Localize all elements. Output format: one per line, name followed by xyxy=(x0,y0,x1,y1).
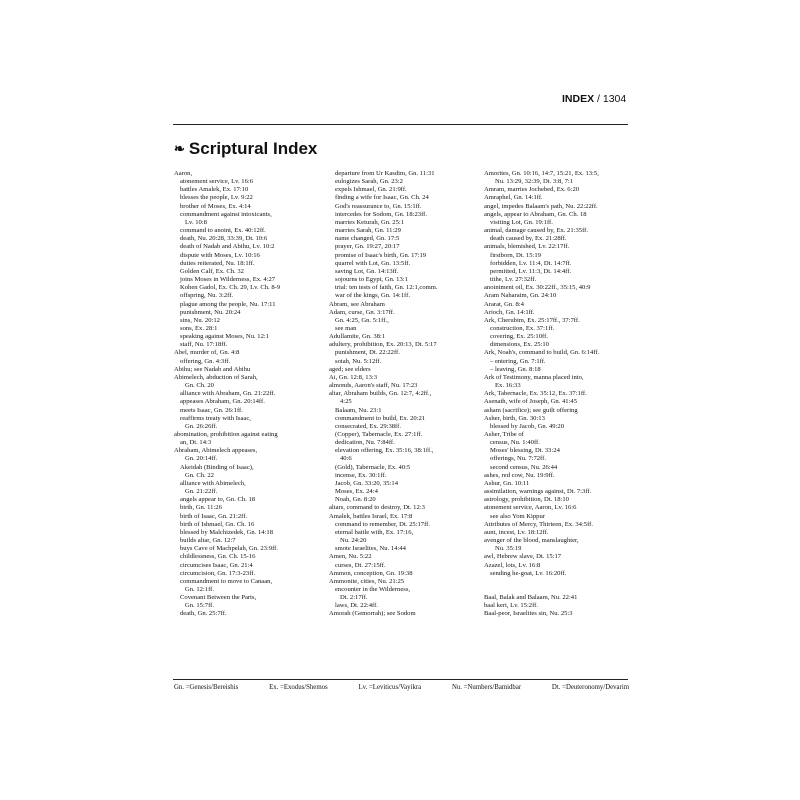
index-entry: eternal battle with, Ex. 17:16, xyxy=(335,528,414,536)
index-entry: altars, command to destroy, Dt. 12:3 xyxy=(329,504,425,512)
index-entry: – leaving, Gn. 8:18 xyxy=(490,365,541,373)
index-entry: Ark, Cherubim, Ex. 25:17ff., 37:7ff. xyxy=(484,316,580,324)
index-entry: assimilation, warnings against, Dt. 7:3ff. xyxy=(484,488,592,496)
index-entry: angel, impedes Balaam's path, Nu. 22:22ff. xyxy=(484,202,598,210)
index-entry: Nu. 13:29, 32:39, Dt. 3:8, 7:1 xyxy=(495,178,574,186)
index-entry: Amalek, battles Israel, Ex. 17:8 xyxy=(329,512,413,520)
index-entry: atonement service, Lv. 16:6 xyxy=(180,178,253,186)
abbrev-leviticus: Lv. =Leviticus/Vayikra xyxy=(358,684,422,691)
running-head xyxy=(562,93,626,105)
index-entry: alliance with Abraham, Gn. 21:22ff. xyxy=(180,390,276,398)
index-entry: Lv. 10:8 xyxy=(185,218,207,226)
index-entry xyxy=(484,586,630,594)
index-entry: Gn. 15:7ff. xyxy=(185,602,214,610)
index-entry: death of Nadab and Abihu, Lv. 10:2 xyxy=(180,243,275,251)
index-entry: encounter in the Wilderness, xyxy=(335,585,411,593)
index-entry: builds altar, Gn. 12:7 xyxy=(180,537,236,545)
index-entry: Amorites, Gn. 10:16, 14:7, 15:21, Ex. 13:5, xyxy=(484,170,599,177)
index-entry: laws, Dt. 22:4ff. xyxy=(335,602,378,610)
index-columns xyxy=(174,170,630,670)
index-entry: offering, Gn. 4:3ff. xyxy=(180,357,231,365)
index-entry: appeases Abraham, Gn. 20:14ff. xyxy=(180,398,265,406)
index-entry: tithe, Lv. 27:32ff. xyxy=(490,276,537,284)
index-entry: duties reiterated, Nu. 18:1ff. xyxy=(180,259,255,267)
index-entry: staff, Nu. 17:18ff. xyxy=(180,341,228,349)
index-entry: Abram, see Abraham xyxy=(329,300,385,308)
index-entry: death caused by, Ex. 21:28ff. xyxy=(490,235,567,243)
index-entry: aunt, incest, Lv. 18:12ff. xyxy=(484,528,549,536)
index-entry: alliance with Abimelech, xyxy=(180,479,246,487)
index-entry: sotah, Nu. 5:12ff. xyxy=(335,357,382,365)
index-entry: God's reassurance to, Gn. 15:1ff. xyxy=(335,202,422,210)
abbrev-deuteronomy: Dt. =Deuteronomy/Devarim xyxy=(551,684,629,691)
index-entry: altar, Abraham builds, Gn. 12:7, 4:2ff., xyxy=(329,390,432,398)
index-entry: Abraham, Abimelech appeases, xyxy=(174,447,258,455)
abbrev-genesis: Gn. =Genesis/Bereishis xyxy=(174,684,239,691)
index-entry: command to anoint, Ex. 40:12ff. xyxy=(180,227,266,235)
index-entry: punishment, Nu. 20:24 xyxy=(180,308,241,316)
index-entry: Balaam, Nu. 23:1 xyxy=(335,406,382,414)
index-entry: anointment oil, Ex. 30:22ff., 35:15, 40:9 xyxy=(484,284,591,292)
index-entry: curses, Dt. 27:15ff. xyxy=(335,561,386,569)
index-entry: – entering, Gn. 7:1ff. xyxy=(490,357,546,365)
index-entry: Gn. Ch. 20 xyxy=(185,382,214,390)
index-entry: Nu. 24:20 xyxy=(340,537,367,545)
index-entry: 40:6 xyxy=(340,455,352,463)
index-entry: Asenath, wife of Joseph, Gn. 41:45 xyxy=(484,398,578,406)
index-entry: Noah, Gn. 8:20 xyxy=(335,496,376,504)
index-entry: consecrated, Ex. 29:38ff. xyxy=(335,422,401,430)
index-entry: animals, blemished, Lv. 22:17ff. xyxy=(484,243,570,251)
index-entry: angels appear to, Gn. Ch. 18 xyxy=(180,496,256,504)
index-entry: Adam, curse, Gn. 3:17ff. xyxy=(329,308,395,316)
bottom-rule xyxy=(173,679,628,680)
index-entry: visiting Lot, Gn. 19:1ff. xyxy=(490,218,553,226)
index-entry: offspring, Nu. 3:2ff. xyxy=(180,292,234,300)
index-entry: Kohen Gadol, Ex. Ch. 29, Lv. Ch. 8-9 xyxy=(180,284,281,292)
index-entry: angels, appear to Abraham, Gn. Ch. 18 xyxy=(484,210,587,218)
index-entry: Ararat, Gn. 8:4 xyxy=(484,300,524,308)
index-entry: Amen, Nu. 5:22 xyxy=(329,553,372,561)
index-entry: sending he-goat, Lv. 16:20ff. xyxy=(490,569,567,577)
index-entry: construction, Ex. 37:1ff. xyxy=(490,324,555,332)
index-entry: Abihu; see Nadab and Abihu xyxy=(174,365,251,373)
index-entry: blesses the people, Lv. 9:22 xyxy=(180,194,253,202)
index-entry: blessed by Malchizedek, Gn. 14:18 xyxy=(180,528,274,536)
top-rule xyxy=(173,124,628,125)
index-entry: brother of Moses, Ex. 4:14 xyxy=(180,202,251,210)
index-entry: Gn. 26:26ff. xyxy=(185,422,218,430)
index-entry: death, Gn. 25:7ff. xyxy=(180,610,227,618)
index-entry: Golden Calf, Ex. Ch. 32 xyxy=(180,267,244,275)
index-entry: census, Nu. 1:40ff. xyxy=(490,439,540,447)
running-head-label: INDEX xyxy=(562,93,595,105)
index-entry: war of the kings, Gn. 14:1ff. xyxy=(335,292,410,300)
index-entry: Ashur, Gn. 10:11 xyxy=(484,479,530,487)
index-entry: prayer, Gn. 19:27, 20:17 xyxy=(335,243,400,251)
index-entry: baal keri, Lv. 15:2ff. xyxy=(484,601,539,609)
index-entry: Dt. 2:17ff. xyxy=(340,594,368,602)
index-entry: permitted, Lv. 11:3, Dt. 14:4ff. xyxy=(490,267,572,275)
index-entry: Asher, birth, Gn. 30:13 xyxy=(484,414,545,422)
index-entry: birth, Gn. 11:26 xyxy=(180,504,222,512)
index-entry: commandment against intoxicants, xyxy=(180,210,272,218)
index-entry: forbidden, Lv. 11:4, Dt. 14:7ff. xyxy=(490,259,572,267)
index-entry: sojourns to Egypt, Gn. 13:1 xyxy=(335,276,408,284)
index-entry: Baal-peor, Israelites sin, Nu. 25:3 xyxy=(484,610,573,618)
index-entry: quarrel with Lot, Gn. 13:5ff. xyxy=(335,259,411,267)
index-entry: Ark of Testimony, manna placed into, xyxy=(484,373,584,381)
index-entry: see man xyxy=(335,324,357,332)
index-entry: death, Nu. 20:28, 33:39, Dt. 10:6 xyxy=(180,235,268,243)
index-entry: speaking against Moses, Nu. 12:1 xyxy=(180,333,270,341)
index-entry: childlessness, Gn. Ch. 15-16 xyxy=(180,553,256,561)
index-entry: Adullamite, Gn. 38:1 xyxy=(329,333,386,341)
index-entry: saving Lot, Gn. 14:13ff. xyxy=(335,267,399,275)
index-entry: Amraphel, Gn. 14:1ff. xyxy=(484,194,543,202)
index-entry: name changed, Gn. 17:5 xyxy=(335,235,400,243)
index-entry: see also Yom Kippur xyxy=(490,512,545,520)
page-number: 1304 xyxy=(602,93,627,105)
index-entry: commandment to move to Canaan, xyxy=(180,577,273,585)
index-column-3 xyxy=(484,170,630,670)
index-entry: Gn. 12:1ff. xyxy=(185,585,214,593)
index-entry: meets Isaac, Gn. 26:1ff. xyxy=(180,406,243,414)
index-entry: smote Israelites, Nu. 14:44 xyxy=(335,545,406,553)
index-entry: commandment to build, Ex. 20:21 xyxy=(335,414,426,422)
index-entry: Ex. 16:33 xyxy=(495,382,521,390)
index-entry: abomination, prohibition against eating xyxy=(174,431,278,438)
index-entry: avenger of the blood, manslaughter, xyxy=(484,537,579,545)
index-entry: eulogizes Sarah, Gn. 23:2 xyxy=(335,178,403,186)
index-entry: incense, Ex. 30:1ff. xyxy=(335,471,387,479)
index-entry: Gn. Ch. 22 xyxy=(185,471,214,479)
index-entry: Abimelech, abduction of Sarah, xyxy=(174,373,258,381)
index-entry: Gn. 20:14ff. xyxy=(185,455,218,463)
index-entry: offerings, Nu. 7:72ff. xyxy=(490,455,546,463)
abbreviation-key xyxy=(174,684,629,691)
page-title-text: Scriptural Index xyxy=(188,139,318,158)
index-entry: expels Ishmael, Gn. 21:9ff. xyxy=(335,186,407,194)
index-column-1 xyxy=(174,170,320,670)
index-entry: sons, Ex. 28:1 xyxy=(180,324,218,332)
index-entry: marries Sarah, Gn. 11:29 xyxy=(335,227,401,235)
index-entry: promise of Isaac's birth, Gn. 17:19 xyxy=(335,251,427,259)
abbrev-exodus: Ex. =Exodus/Shemos xyxy=(269,684,328,691)
index-entry: Ai, Gn. 12:8, 13:3 xyxy=(329,373,377,381)
index-entry: Gn. 4:25, Gn. 5:1ff., xyxy=(335,316,389,324)
index-entry: ashes, red cow, Nu. 19:9ff. xyxy=(484,471,555,479)
index-entry: Aaron, xyxy=(174,170,193,177)
index-entry: elevation offering, Ex. 35:16, 38:1ff., xyxy=(335,447,434,455)
index-entry: Abel, murder of, Gn. 4:8 xyxy=(174,349,240,357)
index-entry: circumcision, Gn. 17:3-23ff. xyxy=(180,569,256,577)
index-entry: joins Moses in Wilderness, Ex. 4:27 xyxy=(180,276,276,284)
index-entry: Moses, Ex. 24:4 xyxy=(335,488,378,496)
index-entry: Jacob, Gn. 33:20, 35:14 xyxy=(335,479,399,487)
index-entry: marries Keturah, Gn. 25:1 xyxy=(335,218,405,226)
index-entry: Moses' blessing, Dt. 33:24 xyxy=(490,447,560,455)
index-entry: departure from Ur Kasdim, Gn. 11:31 xyxy=(335,170,435,177)
index-entry: dedication, Nu. 7:84ff. xyxy=(335,439,395,447)
index-entry: atonement service, Aaron, Lv. 16:6 xyxy=(484,504,577,512)
index-entry: animal, damage caused by, Ex. 21:35ff. xyxy=(484,227,589,235)
index-entry: birth of Isaac, Gn. 21:2ff. xyxy=(180,512,248,520)
index-entry: firstborn, Dt. 15:19 xyxy=(490,251,541,259)
index-entry: finding a wife for Isaac, Gn. Ch. 24 xyxy=(335,194,429,202)
ornament-icon: ❧ xyxy=(174,141,185,156)
index-entry: Attributes of Mercy, Thirteen, Ex. 34:5ff. xyxy=(484,520,594,528)
index-entry: adultery, prohibition, Ex. 20:13, Dt. 5:17 xyxy=(329,341,437,349)
index-entry: buys Cave of Machpelah, Gn. 23:9ff. xyxy=(180,545,279,553)
index-entry: (Gold), Tabernacle, Ex. 40:5 xyxy=(335,463,411,471)
index-entry: trial: ten tests of faith, Gn. 12:1,comm. xyxy=(335,284,438,292)
index-entry: punishment, Dt. 22:22ff. xyxy=(335,349,400,357)
index-entry: circumcises Isaac, Gn. 21:4 xyxy=(180,561,253,569)
index-entry: second census, Nu. 26:44 xyxy=(490,463,558,471)
index-entry: birth of Ishmael, Gn. Ch. 16 xyxy=(180,520,255,528)
index-entry: aged; see elders xyxy=(329,365,371,373)
index-entry: Covenant Between the Parts, xyxy=(180,594,257,602)
index-entry: asham (sacrifice); see guilt offering xyxy=(484,406,578,414)
index-entry: sins, Nu. 20:12 xyxy=(180,316,220,324)
index-entry: an, Dt. 14:3 xyxy=(180,439,212,447)
index-entry: battles Amalek, Ex. 17:10 xyxy=(180,186,249,194)
index-entry: Ark, Noah's, command to build, Gn. 6:14ff. xyxy=(484,349,600,357)
index-entry: awl, Hebrew slave, Dt. 15:17 xyxy=(484,553,562,561)
index-entry: astrology, prohibition, Dt. 18:10 xyxy=(484,496,569,504)
abbrev-numbers: Nu. =Numbers/Bamidbar xyxy=(451,684,522,691)
index-entry: (Copper), Tabernacle, Ex. 27:1ff. xyxy=(335,431,423,438)
index-entry: Ammonite, cities, Nu. 21:25 xyxy=(329,577,405,585)
index-entry: blessed by Jacob, Gn. 49:20 xyxy=(490,422,564,430)
index-entry: Asher, Tribe of xyxy=(484,431,524,438)
index-entry: dispute with Moses, Lv. 10:16 xyxy=(180,251,260,259)
index-entry: intercedes for Sodom, Gn. 18:23ff. xyxy=(335,210,427,218)
index-entry: Ammon, conception, Gn. 19:38 xyxy=(329,569,413,577)
index-entry xyxy=(484,578,630,586)
index-entry: dimensions, Ex. 25:10 xyxy=(490,341,549,349)
index-entry: command to remember, Dt. 25:17ff. xyxy=(335,520,431,528)
index-entry: 4:25 xyxy=(340,398,352,406)
index-entry: covering, Ex. 25:10ff. xyxy=(490,333,548,341)
index-entry: Azazel, lots, Lv. 16:8 xyxy=(484,561,541,569)
running-head-separator: / xyxy=(597,93,600,105)
page-title xyxy=(174,139,317,159)
index-column-2 xyxy=(329,170,475,670)
index-entry: plague among the people, Nu. 17:11 xyxy=(180,300,276,308)
index-entry: Nu. 35:19 xyxy=(495,545,522,553)
index-entry: Akeidah (Binding of Isaac), xyxy=(180,463,254,471)
index-entry: reaffirms treaty with Isaac, xyxy=(180,414,251,422)
index-entry: Amorah (Gemorrah); see Sodom xyxy=(329,610,416,618)
index-entry: Arioch, Gn. 14:1ff. xyxy=(484,308,535,316)
index-entry: Ark, Tabernacle, Ex. 35:12, Ex. 37:1ff. xyxy=(484,390,587,398)
index-entry: Baal, Balak and Balaam, Nu. 22:41 xyxy=(484,593,578,601)
index-entry: Amram, marries Jochebed, Ex. 6:20 xyxy=(484,186,580,194)
index-entry: Aram Naharaim, Gn. 24:10 xyxy=(484,292,557,300)
index-entry: Gn. 21:22ff. xyxy=(185,488,218,496)
index-entry: almonds, Aaron's staff, Nu. 17:23 xyxy=(329,382,418,390)
